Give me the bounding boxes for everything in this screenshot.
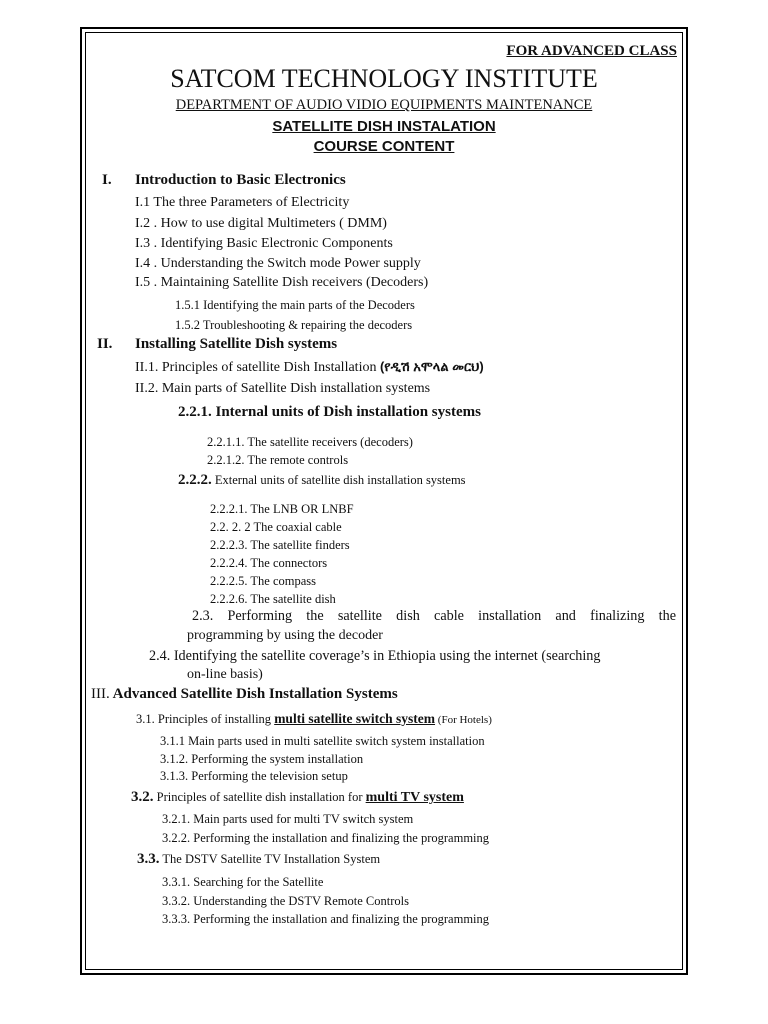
section-1-subitem: 1.5.2 Troubleshooting & repairing the decoders (175, 318, 413, 332)
internal-unit-item: 2.2.1.1. The satellite receivers (decoders) (207, 435, 413, 449)
amharic-note: (የዲሽ አሞላል መርህ) (379, 359, 484, 374)
internal-units-heading: 2.2.1. Internal units of Dish installation systems (178, 404, 481, 420)
section-3-1-heading: 3.1. Principles of installing multi satellite switch system (For Hotels) (136, 711, 492, 726)
external-unit-item: 2.2.2.4. The connectors (210, 556, 328, 570)
external-unit-item: 2.2. 2. 2 The coaxial cable (210, 520, 342, 534)
external-units-heading: 2.2.2. External units of satellite dish installation systems (178, 472, 466, 488)
institute-title: SATCOM TECHNOLOGY INSTITUTE (170, 64, 598, 93)
course-content-heading: COURSE CONTENT (313, 138, 455, 155)
section-1-item: I.3 . Identifying Basic Electronic Components (135, 236, 393, 251)
class-label: FOR ADVANCED CLASS (506, 43, 677, 59)
section-3-heading (91, 686, 398, 702)
section-3-3-item: 3.3.2. Understanding the DSTV Remote Controls (162, 894, 409, 908)
course-title: SATELLITE DISH INSTALATION (272, 118, 496, 135)
section-2-title: Installing Satellite Dish systems (135, 336, 338, 352)
section-3-number: III. (91, 686, 110, 702)
section-2-item-2-3-line2: programming by using the decoder (187, 628, 383, 643)
section-3-3-heading: 3.3. The DSTV Satellite TV Installation System (137, 851, 381, 867)
section-1-item: I.2 . How to use digital Multimeters ( DMM) (135, 216, 387, 231)
external-unit-item: 2.2.2.6. The satellite dish (210, 592, 336, 606)
department-title: DEPARTMENT OF AUDIO VIDIO EQUIPMENTS MAINTENANCE (175, 97, 593, 113)
section-2-item: II.2. Main parts of Satellite Dish installation systems (135, 381, 431, 396)
section-2-item-2-3-line1: 2.3. Performing the satellite dish cable installation and finalizing the (192, 608, 676, 624)
section-3-2-heading: 3.2. Principles of satellite dish installation for multi TV system (131, 789, 464, 805)
section-1-subitem: 1.5.1 Identifying the main parts of the Decoders (175, 298, 415, 312)
section-3-2-item: 3.2.2. Performing the installation and finalizing the programming (162, 831, 490, 845)
external-unit-item: 2.2.2.3. The satellite finders (210, 538, 350, 552)
section-1-title: Introduction to Basic Electronics (135, 172, 346, 188)
external-unit-item: 2.2.2.5. The compass (210, 574, 317, 588)
section-3-3-item: 3.3.3. Performing the installation and finalizing the programming (162, 912, 490, 926)
section-1-item: I.4 . Understanding the Switch mode Power supply (135, 256, 421, 271)
section-3-title: Advanced Satellite Dish Installation Systems (109, 686, 398, 702)
section-3-1-item: 3.1.2. Performing the system installation (160, 752, 364, 766)
section-2-item-2-4-line1: 2.4. Identifying the satellite coverage’s in Ethiopia using the internet (searching (149, 648, 601, 664)
section-2-item-2-4-line2: on-line basis) (187, 667, 263, 682)
section-2-item (135, 359, 484, 376)
section-1-item: I.5 . Maintaining Satellite Dish receivers (Decoders) (135, 275, 429, 290)
section-3-1-item: 3.1.1 Main parts used in multi satellite switch system installation (160, 734, 485, 748)
external-unit-item: 2.2.2.1. The LNB OR LNBF (210, 502, 354, 516)
section-2-item-text: II.1. Principles of satellite Dish Installation (135, 360, 377, 375)
internal-unit-item: 2.2.1.2. The remote controls (207, 453, 349, 467)
section-1-number: I. (102, 172, 112, 188)
section-3-3-item: 3.3.1. Searching for the Satellite (162, 875, 324, 889)
section-3-2-item: 3.2.1. Main parts used for multi TV switch system (162, 812, 414, 826)
section-2-number: II. (97, 336, 113, 352)
section-3-1-item: 3.1.3. Performing the television setup (160, 769, 348, 783)
section-1-item: I.1 The three Parameters of Electricity (135, 195, 350, 210)
